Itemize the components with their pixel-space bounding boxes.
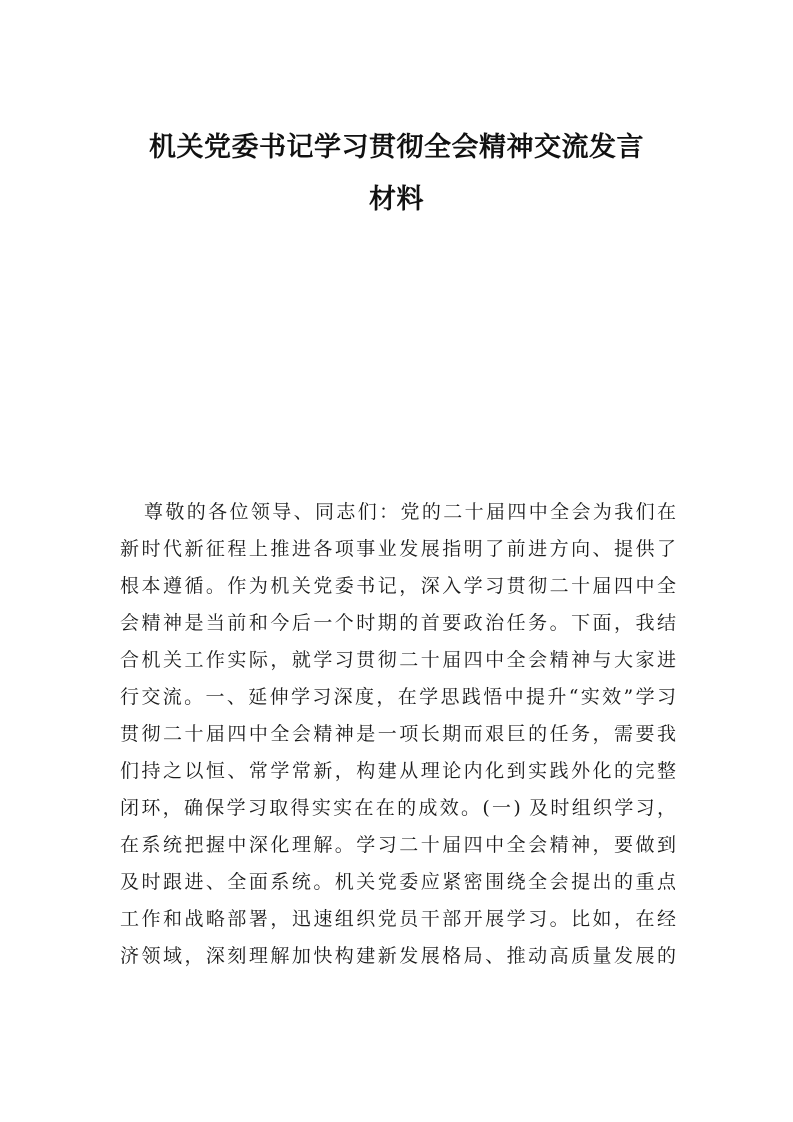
body-line: 济领域，深刻理解加快构建新发展格局、推动高质量发展的 [120,945,676,967]
body-line: 工作和战略部署，迅速组织党员干部开展学习。比如，在经 [120,908,676,930]
body-line: 尊敬的各位领导、同志们：党的二十届四中全会为我们在 [144,501,676,523]
body-line: 贯彻二十届四中全会精神是一项长期而艰巨的任务，需要我 [120,723,676,745]
document-title [100,122,693,226]
body-line: 根本遵循。作为机关党委书记，深入学习贯彻二十届四中全 [120,575,676,597]
body-line: 新时代新征程上推进各项事业发展指明了前进方向、提供了 [120,538,676,560]
body-line: 在系统把握中深化理解。学习二十届四中全会精神，要做到 [120,834,676,856]
body-line: 及时跟进、全面系统。机关党委应紧密围绕全会提出的重点 [120,871,676,893]
body-line: 闭环，确保学习取得实实在在的成效。(一) 及时组织学习， [120,797,676,819]
body-line: 们持之以恒、常学常新，构建从理论内化到实践外化的完整 [120,760,676,782]
title-line-2: 材料 [369,184,424,215]
document-body [120,494,676,975]
body-line: 行交流。一、延伸学习深度，在学思践悟中提升“实效”学习 [120,686,676,708]
title-line-1: 机关党委书记学习贯彻全会精神交流发言 [149,132,644,163]
body-line: 合机关工作实际，就学习贯彻二十届四中全会精神与大家进 [120,649,676,671]
body-line: 会精神是当前和今后一个时期的首要政治任务。下面，我结 [120,612,676,634]
